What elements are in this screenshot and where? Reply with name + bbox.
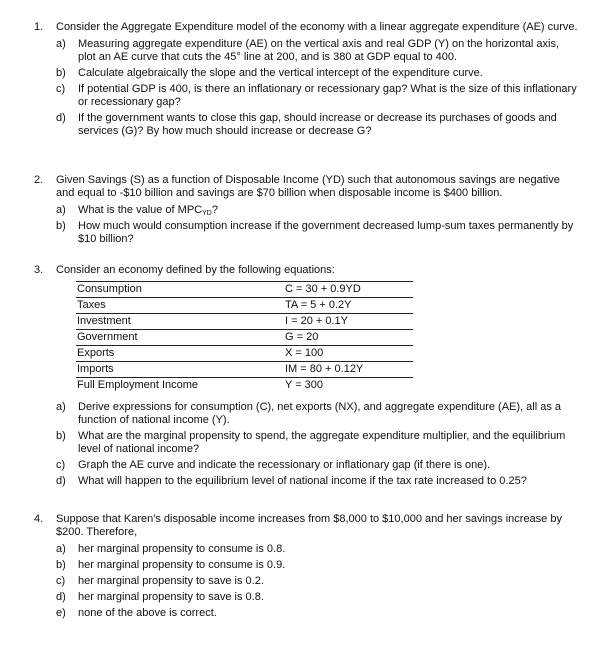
part-text: her marginal propensity to save is 0.2.: [78, 575, 264, 587]
question-part: [34, 591, 579, 604]
equation-name: Government: [76, 330, 283, 346]
part-label: e): [56, 607, 66, 619]
table-row: [76, 314, 413, 330]
part-text: What are the marginal propensity to spend, the aggregate expenditure multiplier, and the equilibrium level of national income?: [78, 430, 566, 455]
table-row: [76, 378, 413, 394]
question-text: Suppose that Karen's disposable income increases from $8,000 to $10,000 and her savings increase by $200. Therefore,: [56, 513, 562, 538]
question-part: [34, 559, 579, 572]
question-part: [34, 112, 579, 138]
equation-name: Taxes: [76, 298, 283, 314]
question-part: [34, 38, 579, 64]
question-1: [34, 21, 579, 138]
part-label: c): [56, 575, 66, 587]
part-label: d): [56, 475, 66, 487]
question-part: [34, 543, 579, 556]
question-part: [34, 575, 579, 588]
equation-value: TA = 5 + 0.2Y: [283, 298, 413, 314]
question-part: [34, 475, 579, 488]
part-text: Graph the AE curve and indicate the recessionary or inflationary gap (if there is one).: [78, 459, 491, 471]
question-text: Given Savings (S) as a function of Disposable Income (YD) such that autonomous savings are negative and equal to -$10 billion and savings are $70 billion when disposable income is $400 billion.: [56, 174, 560, 199]
equation-value: C = 30 + 0.9YD: [283, 282, 413, 298]
part-text: her marginal propensity to consume is 0.8.: [78, 543, 286, 555]
question-part: [34, 83, 579, 109]
equation-name: Investment: [76, 314, 283, 330]
part-label: d): [56, 112, 66, 124]
question-number: 2.: [34, 174, 44, 186]
table-row: [76, 362, 413, 378]
part-text: If potential GDP is 400, is there an inflationary or recessionary gap? What is the size of this inflationary or recessionary gap?: [78, 83, 577, 108]
part-text: How much would consumption increase if the government decreased lump-sum taxes permanently by $10 billion?: [78, 220, 574, 245]
part-text: Measuring aggregate expenditure (AE) on the vertical axis and real GDP (Y) on the horizontal axis, plot an AE curve that cuts the 45° line at 200, and is 380 at GDP equal to 400.: [78, 38, 559, 63]
question-number: 1.: [34, 21, 44, 33]
part-label: a): [56, 204, 66, 216]
table-row: [76, 282, 413, 298]
equation-value: IM = 80 + 0.12Y: [283, 362, 413, 378]
part-label: c): [56, 83, 66, 95]
question-2: [34, 174, 579, 246]
part-label: c): [56, 459, 66, 471]
question-3: [34, 264, 579, 488]
part-label: b): [56, 559, 66, 571]
part-text: her marginal propensity to save is 0.8.: [78, 591, 264, 603]
part-text: What is the value of $MPC_{YD}$?: [78, 204, 218, 217]
equation-name: Imports: [76, 362, 283, 378]
question-number: 3.: [34, 264, 44, 276]
part-label: a): [56, 38, 66, 50]
table-row: [76, 330, 413, 346]
equation-name: Consumption: [76, 282, 283, 298]
part-label: b): [56, 430, 66, 442]
table-row: [76, 298, 413, 314]
question-part: [34, 459, 579, 472]
part-text: If the government wants to close this gap, should increase or decrease its purchases of goods and services (G)? By how much should increase or decrease G?: [78, 112, 557, 137]
part-label: a): [56, 401, 66, 413]
equation-name: Full Employment Income: [77, 379, 199, 391]
equation-value: G = 20: [283, 330, 413, 346]
question-number: 4.: [34, 513, 44, 525]
part-label: b): [56, 67, 66, 79]
question-part: [34, 220, 579, 246]
question-part: [34, 401, 579, 427]
question-4: [34, 513, 579, 620]
question-part: [34, 67, 579, 80]
part-text: Derive expressions for consumption (C), net exports (NX), and aggregate expenditure (AE), all as a function of national income (Y).: [78, 401, 562, 426]
table-row: [76, 346, 413, 362]
part-label: d): [56, 591, 66, 603]
equation-value: Y = 300: [285, 379, 324, 391]
question-part: [34, 607, 579, 620]
equation-value: I = 20 + 0.1Y: [283, 314, 413, 330]
equation-name: Exports: [76, 346, 283, 362]
part-label: a): [56, 543, 66, 555]
question-text: Consider an economy defined by the following equations:: [56, 264, 335, 276]
part-text: Calculate algebraically the slope and the vertical intercept of the expenditure curve.: [78, 67, 483, 79]
part-label: b): [56, 220, 66, 232]
question-part: [34, 204, 579, 217]
question-text: Consider the Aggregate Expenditure model of the economy with a linear aggregate expenditure (AE) curve.: [56, 21, 578, 33]
part-text: her marginal propensity to consume is 0.9.: [78, 559, 286, 571]
part-text: none of the above is correct.: [78, 607, 217, 619]
part-text: What will happen to the equilibrium level of national income if the tax rate increased to 0.25?: [78, 475, 527, 487]
question-part: [34, 430, 579, 456]
equations-table: [76, 281, 413, 393]
equation-value: X = 100: [283, 346, 413, 362]
